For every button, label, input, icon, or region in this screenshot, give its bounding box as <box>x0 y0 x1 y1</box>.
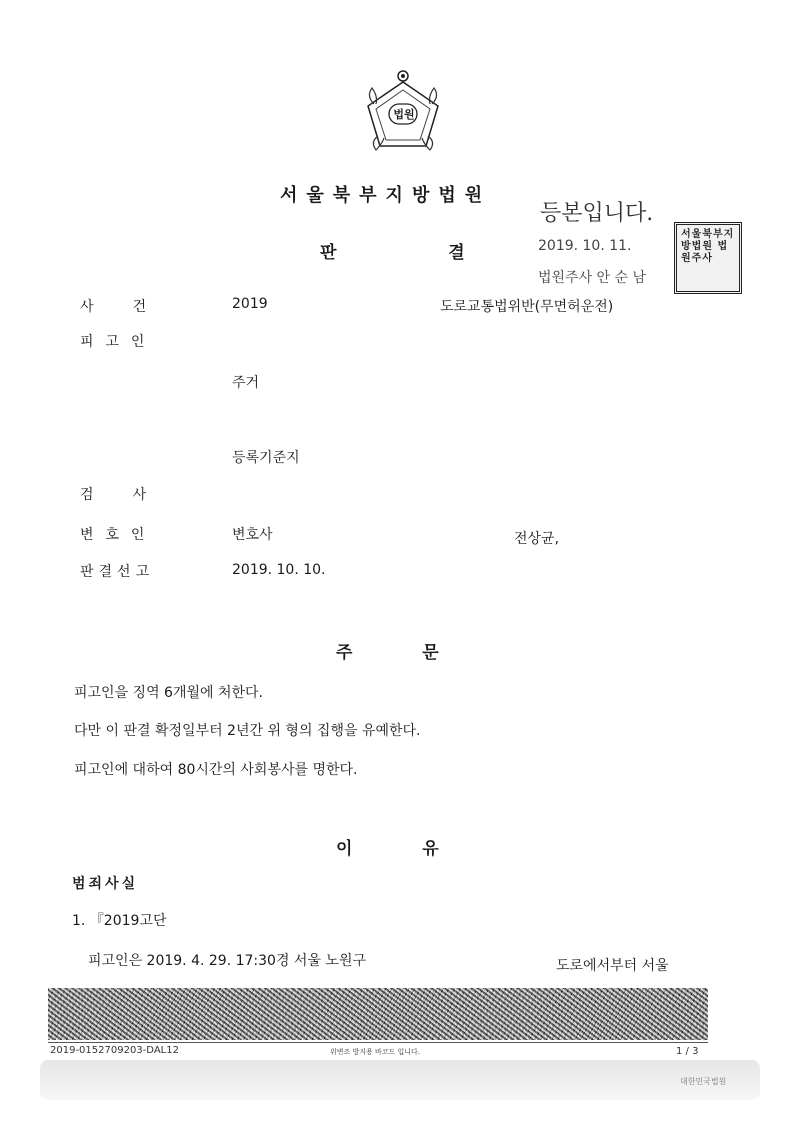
prosecutor-label: 검 사 <box>80 487 148 503</box>
doc-title-left: 판 <box>320 243 337 263</box>
disposition-heading <box>336 638 439 663</box>
defendant-label: 피 고 인 <box>80 334 146 350</box>
seal-text: 법원 <box>393 108 415 121</box>
verdict-date: 2019. 10. 10. <box>232 562 326 578</box>
disposition-heading-right: 문 <box>422 643 439 663</box>
disposition-line-3: 피고인에 대하여 80시간의 사회봉사를 명한다. <box>74 762 358 778</box>
facts-heading: 범죄사실 <box>72 876 139 892</box>
verdict-date-label: 판결선고 <box>80 564 155 580</box>
attorney-title: 변호사 <box>232 527 273 543</box>
footer-fade-band <box>40 1060 760 1100</box>
certified-copy-text: 등본입니다. <box>540 201 654 226</box>
official-stamp <box>674 222 742 294</box>
reasons-heading-right: 유 <box>422 839 439 859</box>
footer-issuer: 대한민국법원 <box>680 1077 727 1086</box>
case-number: 2019 <box>232 296 268 312</box>
facts-paragraph-start: 피고인은 2019. 4. 29. 17:30경 서울 노원구 <box>88 953 366 969</box>
disposition-heading-left: 주 <box>336 643 353 663</box>
facts-paragraph-end: 도로에서부터 서울 <box>556 958 669 974</box>
reasons-heading-left: 이 <box>336 839 353 859</box>
doc-title-right: 결 <box>448 243 465 263</box>
doc-title <box>320 238 465 263</box>
registered-address-label: 등록기준지 <box>232 450 300 466</box>
court-seal-emblem <box>358 66 448 156</box>
footer-page: 1 / 3 <box>676 1046 699 1057</box>
certification-date: 2019. 10. 11. <box>538 238 632 254</box>
certification-clerk: 법원주사 안 순 남 <box>538 270 647 286</box>
reasons-heading <box>336 834 439 859</box>
footer-notice: 위변조 방지용 바코드 입니다. <box>330 1048 421 1056</box>
disposition-line-1: 피고인을 징역 6개월에 처한다. <box>74 685 263 701</box>
residence-label: 주거 <box>232 375 260 391</box>
stamp-text: 서울북부지방법원 법원주사 <box>681 229 735 264</box>
case-label: 사 건 <box>80 299 148 315</box>
disposition-line-2: 다만 이 판결 확정일부터 2년간 위 형의 집행을 유예한다. <box>74 723 421 739</box>
footer-doc-code: 2019-0152709203-DAL12 <box>50 1045 179 1056</box>
footer-divider <box>48 1042 708 1043</box>
attorney-label: 변 호 인 <box>80 527 146 543</box>
case-name: 도로교통법위반(무면허운전) <box>440 299 614 315</box>
anti-forgery-barcode <box>48 988 708 1040</box>
facts-item-1: 1. 『2019고단 <box>72 913 167 929</box>
court-name: 서울북부지방법원 <box>280 185 492 206</box>
attorney-name: 전상균, <box>514 531 560 547</box>
